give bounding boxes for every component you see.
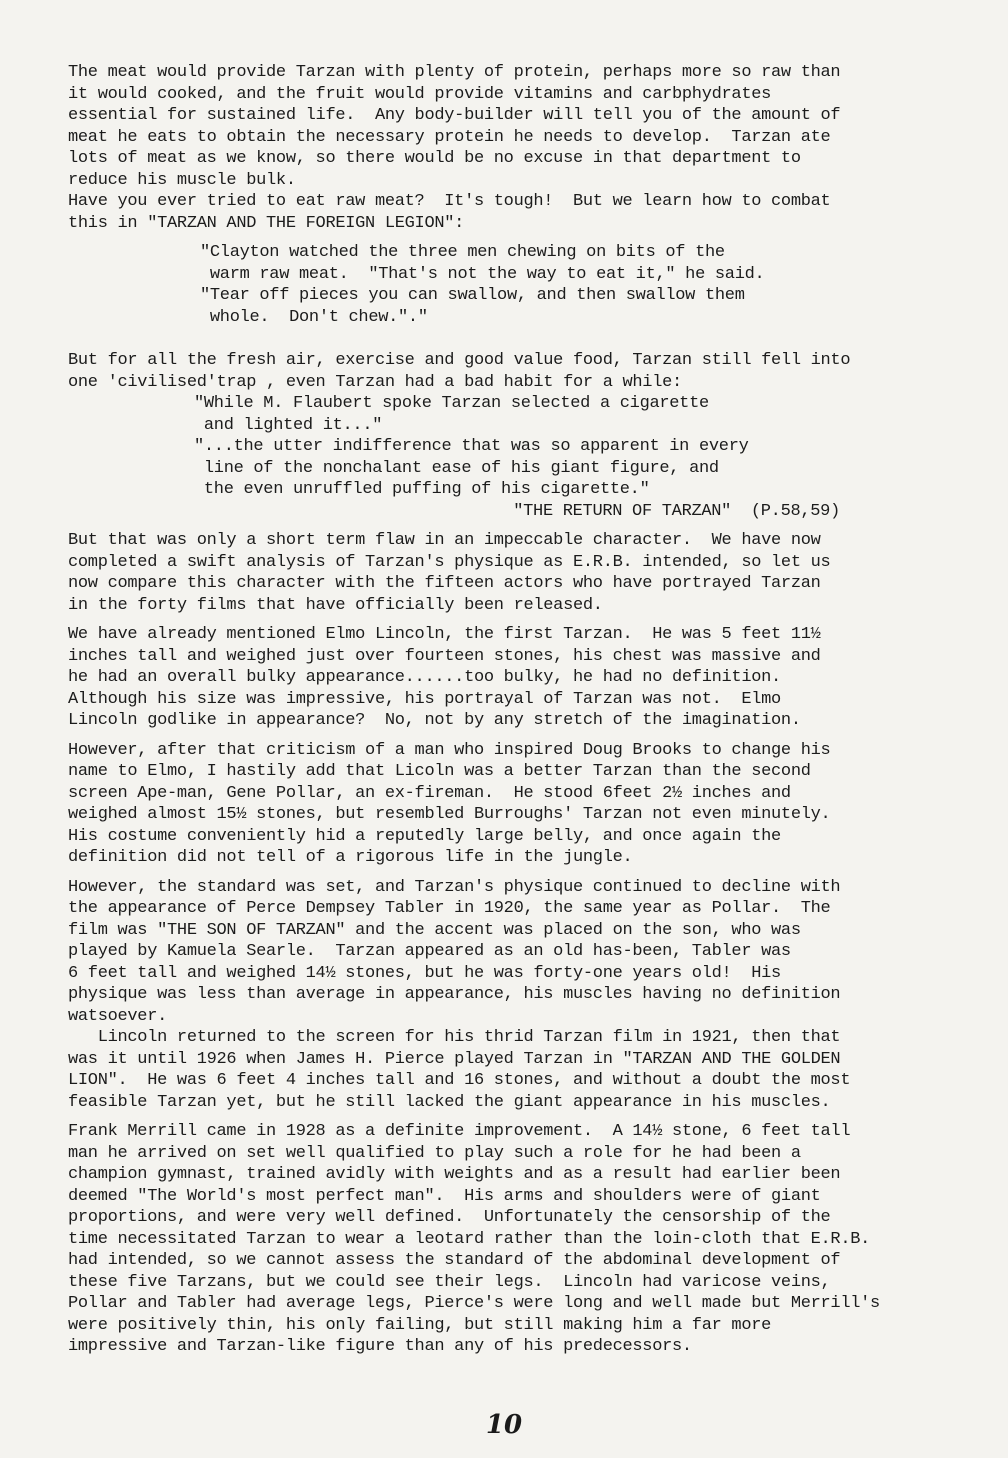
text-line: His costume conveniently hid a reputedly large belly, and once again the	[68, 826, 781, 846]
text-line: physique was less than average in appearance, his muscles having no definition	[68, 985, 841, 1004]
quote-line: line of the nonchalant ease of his giant figure, and	[194, 458, 719, 478]
text-line: it would cooked, and the fruit would provide vitamins and carbphydrates	[68, 84, 772, 104]
quote-line: "Clayton watched the three men chewing on bits of the	[200, 243, 725, 262]
text-line: However, after that criticism of a man who inspired Doug Brooks to change his	[68, 740, 831, 760]
citation: "THE RETURN OF TARZAN" (P.58,59)	[513, 501, 840, 521]
text-line: now compare this character with the fifteen actors who have portrayed Tarzan	[68, 574, 821, 593]
text-line: the appearance of Perce Dempsey Tabler in 1920, the same year as Pollar. The	[68, 899, 831, 918]
text-line: was it until 1926 when James H. Pierce played Tarzan in "TARZAN AND THE GOLDEN	[68, 1049, 841, 1069]
text-line: Have you ever tried to eat raw meat? It's tough! But we learn how to combat	[68, 192, 831, 211]
text-line: Pollar and Tabler had average legs, Pierce's were long and well made but Merrill's	[68, 1294, 880, 1313]
body-text	[68, 62, 948, 1358]
text-line: meat he eats to obtain the necessary protein he needs to develop. Tarzan ate	[68, 127, 831, 147]
text-line: film was "THE SON OF TARZAN" and the accent was placed on the son, who was	[68, 920, 801, 940]
quote-line: "...the utter indifference that was so apparent in every	[194, 437, 749, 456]
text-line: The meat would provide Tarzan with plenty of protein, perhaps more so raw than	[68, 63, 841, 82]
text-line: he had an overall bulky appearance......too bulky, he had no definition.	[68, 668, 781, 687]
text-line: essential for sustained life. Any body-builder will tell you of the amount of	[68, 106, 841, 125]
text-line: had intended, so we cannot assess the standard of the abdominal development of	[68, 1251, 841, 1270]
text-line: played by Kamuela Searle. Tarzan appeared as an old has-been, Tabler was	[68, 942, 791, 961]
text-line: this in "TARZAN AND THE FOREIGN LEGION":	[68, 213, 465, 233]
text-line: champion gymnast, trained avidly with weights and as a result had earlier been	[68, 1165, 841, 1184]
text-line: However, the standard was set, and Tarzan's physique continued to decline with	[68, 877, 841, 897]
quote-line: whole. Don't chew."."	[200, 307, 428, 327]
text-line: proportions, and were very well defined. Unfortunately the censorship of the	[68, 1208, 831, 1227]
text-line: man he arrived on set well qualified to play such a role for he had been a	[68, 1143, 801, 1163]
text-line: weighed almost 15½ stones, but resembled Burroughs' Tarzan not even minutely.	[68, 805, 831, 824]
text-line: one 'civilised'trap , even Tarzan had a bad habit for a while:	[68, 372, 682, 392]
text-line: Lincoln godlike in appearance? No, not by any stretch of the imagination.	[68, 711, 801, 730]
quote-line: warm raw meat. "That's not the way to eat it," he said.	[200, 264, 765, 284]
text-line: watsoever.	[68, 1006, 168, 1026]
text-line: deemed "The World's most perfect man". His arms and shoulders were of giant	[68, 1186, 821, 1206]
text-line: in the forty films that have officially been released.	[68, 595, 603, 615]
text-line: lots of meat as we know, so there would be no excuse in that department to	[68, 149, 801, 168]
text-line: name to Elmo, I hastily add that Licoln was a better Tarzan than the second	[68, 762, 811, 781]
text-line: time necessitated Tarzan to wear a leotard rather than the loin-cloth that E.R.B.	[68, 1229, 871, 1249]
text-line: Lincoln returned to the screen for his thrid Tarzan film in 1921, then that	[68, 1028, 841, 1047]
text-line: screen Ape-man, Gene Pollar, an ex-fireman. He stood 6feet 2½ inches and	[68, 783, 791, 803]
quote-line: and lighted it..."	[194, 415, 383, 435]
text-line: reduce his muscle bulk.	[68, 170, 296, 190]
text-line: impressive and Tarzan-like figure than any of his predecessors.	[68, 1337, 692, 1356]
text-line: completed a swift analysis of Tarzan's physique as E.R.B. intended, so let us	[68, 552, 831, 572]
text-line: feasible Tarzan yet, but he still lacked the giant appearance in his muscles.	[68, 1092, 831, 1112]
text-line: were positively thin, his only failing, but still making him a far more	[68, 1315, 772, 1335]
text-line: Although his size was impressive, his portrayal of Tarzan was not. Elmo	[68, 689, 781, 709]
page-number: 10	[485, 1410, 523, 1440]
quote-line: "Tear off pieces you can swallow, and then swallow them	[200, 286, 745, 305]
text-line: inches tall and weighed just over fourteen stones, his chest was massive and	[68, 646, 821, 666]
text-line: We have already mentioned Elmo Lincoln, the first Tarzan. He was 5 feet 11½	[68, 625, 821, 644]
text-line: these five Tarzans, but we could see their legs. Lincoln had varicose veins,	[68, 1272, 831, 1292]
quote-line: "While M. Flaubert spoke Tarzan selected a cigarette	[194, 394, 709, 413]
text-line: Frank Merrill came in 1928 as a definite improvement. A 14½ stone, 6 feet tall	[68, 1122, 851, 1141]
text-line: But for all the fresh air, exercise and good value food, Tarzan still fell into	[68, 351, 851, 370]
text-line: But that was only a short term flaw in an impeccable character. We have now	[68, 531, 821, 550]
quote-line: the even unruffled puffing of his cigarette."	[194, 480, 650, 499]
text-line: LION". He was 6 feet 4 inches tall and 16 stones, and without a doubt the most	[68, 1071, 851, 1090]
text-line: definition did not tell of a rigorous life in the jungle.	[68, 848, 633, 867]
text-line: 6 feet tall and weighed 14½ stones, but he was forty-one years old! His	[68, 963, 781, 983]
